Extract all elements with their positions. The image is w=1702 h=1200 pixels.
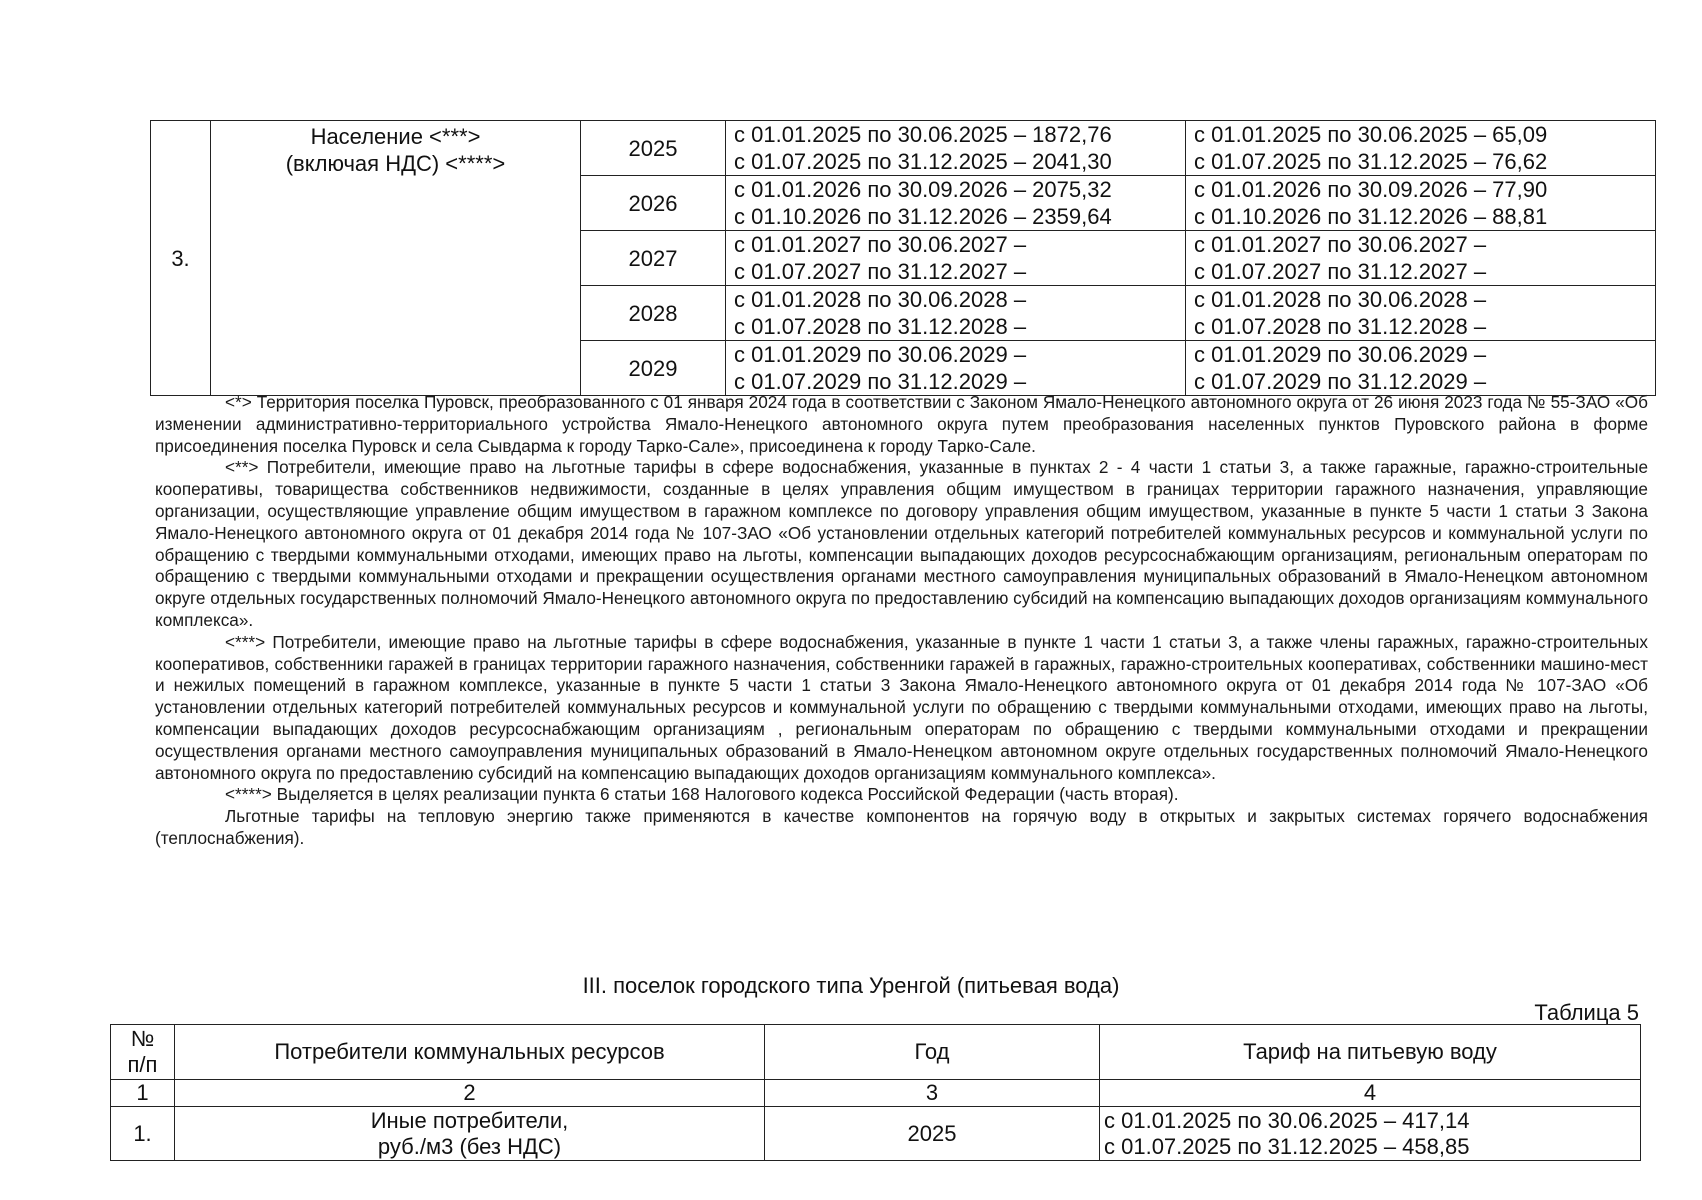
year-cell: 2025 — [765, 1107, 1100, 1161]
year-cell: 2029 — [581, 341, 726, 396]
tariff-period: с 01.07.2025 по 31.12.2025 – 76,62 — [1194, 149, 1548, 174]
tariff-period: с 01.10.2026 по 31.12.2026 – 88,81 — [1194, 204, 1548, 229]
consumer-label: Иные потребители, — [370, 1107, 569, 1133]
tariff-cell — [1186, 286, 1656, 341]
tariff-period: с 01.07.2025 по 31.12.2025 – 458,85 — [1104, 1133, 1470, 1159]
header-number — [111, 1025, 175, 1080]
footnote-1: <*> Территория поселка Пуровск, преобразованного с 01 января 2024 года в соответствии с Законом Ямало-Ненецкого автономного округа от 26 июня 2023 года № 55-ЗАО «Об изменении административно-территориального устройства Ямало-Ненецкого автономного округа путем преобразования населенных пунктов Пуровского района в форме присоединения поселка Пуровск и села Сывдарма к городу Тарко-Сале», присоединена к городу Тарко-Сале. — [155, 392, 1648, 456]
tariff-period: с 01.01.2025 по 30.06.2025 – 1872,76 — [734, 122, 1112, 147]
row-number-cell: 3. — [151, 121, 211, 396]
tariff-period: с 01.07.2028 по 31.12.2028 – — [1194, 314, 1487, 339]
tariff-cell — [1186, 121, 1656, 176]
footnotes — [155, 392, 1648, 850]
tariff-cell — [1186, 341, 1656, 396]
consumer-unit-label: руб./м3 (без НДС) — [377, 1133, 562, 1159]
tariff-cell — [726, 121, 1186, 176]
tariff-period: с 01.01.2025 по 30.06.2025 – 417,14 — [1104, 1107, 1470, 1133]
tariff-cell — [726, 231, 1186, 286]
tariff-table-continuation — [150, 120, 1656, 396]
tariff-period: с 01.01.2027 по 30.06.2027 – — [1194, 232, 1487, 257]
header-tariff: Тариф на питьевую воду — [1100, 1025, 1641, 1080]
footnote-4: <****> Выделяется в целях реализации пункта 6 статьи 168 Налогового кодекса Российской Федерации (часть вторая). — [225, 784, 1179, 805]
table-caption: Таблица 5 — [1534, 1000, 1639, 1025]
column-index: 2 — [175, 1080, 765, 1107]
header-consumers: Потребители коммунальных ресурсов — [175, 1025, 765, 1080]
footnote-5: Льготные тарифы на тепловую энергию также применяются в качестве компонентов на горячую воду в открытых и закрытых системах горячего водоснабжения (теплоснабжения). — [155, 806, 1648, 848]
tariff-period: с 01.01.2025 по 30.06.2025 – 65,09 — [1194, 122, 1548, 147]
column-index: 3 — [765, 1080, 1100, 1107]
consumer-cell — [211, 121, 581, 396]
consumer-cell — [175, 1107, 765, 1161]
header-year: Год — [765, 1025, 1100, 1080]
header-number-abbr: п/п — [127, 1052, 158, 1077]
year-cell: 2027 — [581, 231, 726, 286]
consumer-vat-label: (включая НДС) <****> — [285, 151, 506, 176]
tariff-period: с 01.01.2026 по 30.09.2026 – 77,90 — [1194, 177, 1548, 202]
tariff-period: с 01.07.2029 по 31.12.2029 – — [734, 369, 1027, 394]
tariff-period: с 01.01.2029 по 30.06.2029 – — [1194, 342, 1487, 367]
table-row — [111, 1107, 1641, 1161]
consumer-label: Население <***> — [310, 124, 481, 149]
footnote-3: <***> Потребители, имеющие право на льготные тарифы в сфере водоснабжения, указанные в пункте 1 части 1 статьи 3, а также члены гаражных, гаражно-строительных кооперативов, собственники гаражей в границах территории гаражного назначения, собственники гаражей в гаражных, гаражно-строительных кооперативах, собственники машино-мест и нежилых помещений в гаражном комплексе, указанные в пункте 5 части 1 статьи 3 Закона Ямало-Ненецкого автономного округа от 01 декабря 2014 года № 107-ЗАО «Об установлении отдельных категорий потребителей коммунальных ресурсов и коммунальной услуги по обращению с твердыми коммунальными отходами, имеющих право на льготы, компенсации выпадающих доходов ресурсоснабжающим организациям , региональным операторам по обращению с твердыми коммунальными отходами и прекращении осуществления органами местного самоуправления муниципальных образований в Ямало-Ненецком автономном округе отдельных государственных полномочий Ямало-Ненецкого автономного округа по предоставлению субсидий на компенсацию выпадающих доходов организациям коммунального комплекса». — [155, 631, 1648, 783]
tariff-period: с 01.07.2029 по 31.12.2029 – — [1194, 369, 1487, 394]
tariff-cell — [726, 286, 1186, 341]
tariff-table-5 — [110, 1024, 1641, 1161]
year-cell: 2028 — [581, 286, 726, 341]
tariff-cell — [1186, 231, 1656, 286]
footnote-2: <**> Потребители, имеющие право на льготные тарифы в сфере водоснабжения, указанные в пунктах 2 - 4 части 1 статьи 3, а также гаражные, гаражно-строительные кооперативы, товарищества собственников недвижимости, созданные в целях управления общим имуществом в границах территории гаражного назначения, управляющие организации, осуществляющие управление общим имуществом в гаражном комплексе по договору управления общим имуществом, указанные в пункте 5 части 1 статьи 3 Закона Ямало-Ненецкого автономного округа от 01 декабря 2014 года № 107-ЗАО «Об установлении отдельных категорий потребителей коммунальных ресурсов и коммунальной услуги по обращению с твердыми коммунальными отходами, имеющих право на льготы, компенсации выпадающих доходов ресурсоснабжающим организациям, региональным операторам по обращению с твердыми коммунальными отходами и прекращении осуществления органами местного самоуправления муниципальных образований в Ямало-Ненецком автономном округе отдельных государственных полномочий Ямало-Ненецкого автономного округа по предоставлению субсидий на компенсацию выпадающих доходов организациям коммунального комплекса». — [155, 457, 1648, 630]
column-index: 1 — [111, 1080, 175, 1107]
tariff-period: с 01.01.2026 по 30.09.2026 – 2075,32 — [734, 177, 1112, 202]
tariff-cell — [726, 176, 1186, 231]
row-number-cell: 1. — [111, 1107, 175, 1161]
tariff-cell — [1100, 1107, 1641, 1161]
tariff-period: с 01.01.2029 по 30.06.2029 – — [734, 342, 1027, 367]
section-title: III. поселок городского типа Уренгой (питьевая вода) — [582, 973, 1120, 998]
tariff-period: с 01.07.2027 по 31.12.2027 – — [1194, 259, 1487, 284]
year-cell: 2026 — [581, 176, 726, 231]
year-cell: 2025 — [581, 121, 726, 176]
tariff-period: с 01.07.2027 по 31.12.2027 – — [734, 259, 1027, 284]
tariff-period: с 01.01.2028 по 30.06.2028 – — [1194, 287, 1487, 312]
tariff-period: с 01.01.2028 по 30.06.2028 – — [734, 287, 1027, 312]
tariff-cell — [726, 341, 1186, 396]
tariff-period: с 01.10.2026 по 31.12.2026 – 2359,64 — [734, 204, 1112, 229]
column-index: 4 — [1100, 1080, 1641, 1107]
table-header-row — [111, 1025, 1641, 1080]
tariff-period: с 01.07.2025 по 31.12.2025 – 2041,30 — [734, 149, 1112, 174]
tariff-cell — [1186, 176, 1656, 231]
tariff-period: с 01.01.2027 по 30.06.2027 – — [734, 232, 1027, 257]
header-number-symbol: № — [130, 1026, 155, 1051]
table-row — [151, 121, 1656, 176]
tariff-period: с 01.07.2028 по 31.12.2028 – — [734, 314, 1027, 339]
column-index-row — [111, 1080, 1641, 1107]
